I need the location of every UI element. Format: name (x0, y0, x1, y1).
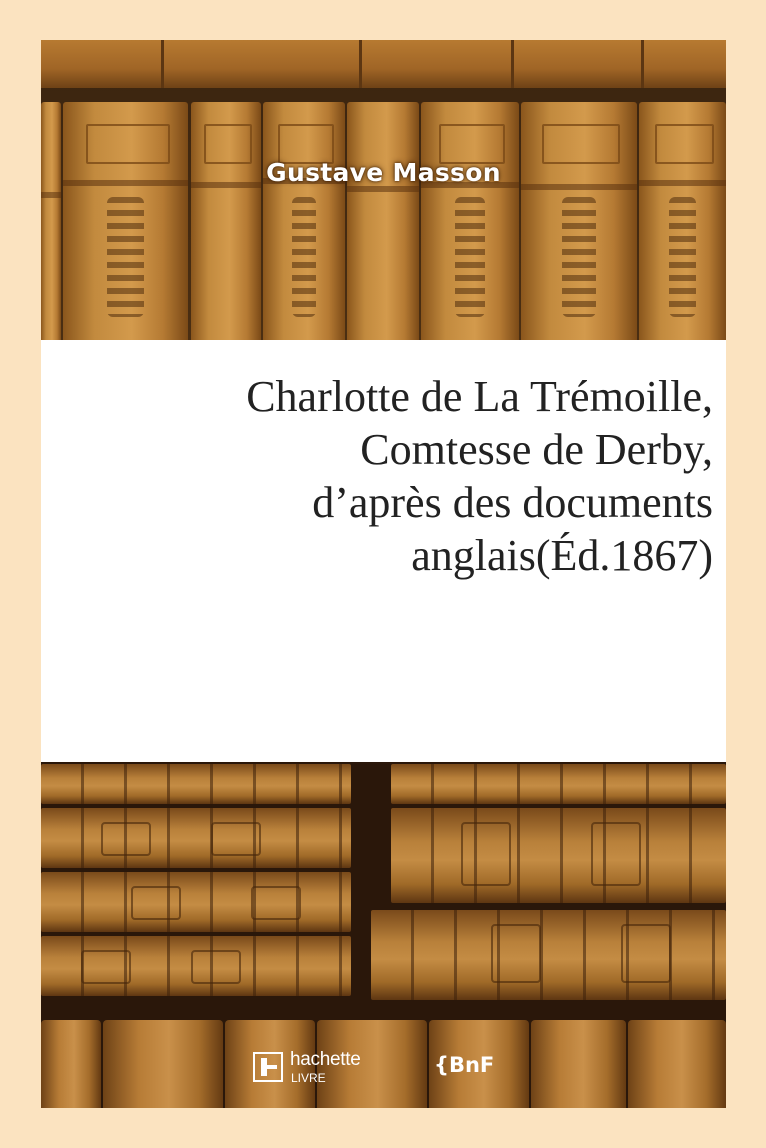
shelf-ledge (41, 40, 726, 88)
hachette-name: hachette (290, 1049, 361, 1070)
author-name: Gustave Masson (266, 158, 501, 187)
title-line: Charlotte de La Trémoille, (246, 372, 713, 421)
title-line: Comtesse de Derby, (360, 425, 713, 474)
title-line: anglais(Éd.1867) (411, 531, 713, 580)
book-spines-photo-top (41, 40, 726, 340)
title-band (41, 340, 726, 762)
book-title (53, 370, 713, 582)
bnf-logo-icon: {BnF (434, 1053, 495, 1077)
book-cover (41, 40, 726, 1108)
title-line: d’après des documents (312, 478, 713, 527)
hachette-sub: LIVRE (291, 1071, 326, 1085)
publisher-logos (41, 1040, 726, 1090)
hachette-logo-icon (253, 1052, 283, 1082)
